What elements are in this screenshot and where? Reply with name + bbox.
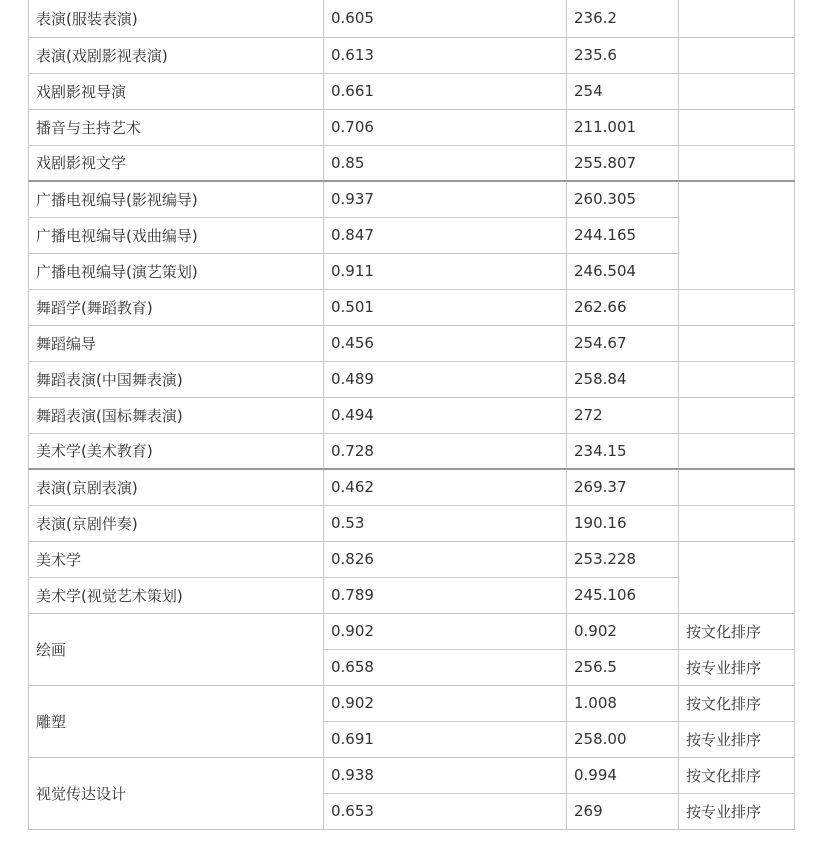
score-cell: 234.15 (567, 433, 679, 469)
major-cell: 舞蹈学(舞蹈教育) (29, 289, 324, 325)
ratio-cell: 0.494 (324, 397, 567, 433)
major-cell: 播音与主持艺术 (29, 109, 324, 145)
score-cell: 245.106 (567, 577, 679, 613)
major-cell: 表演(京剧表演) (29, 469, 324, 505)
major-cell: 戏剧影视文学 (29, 145, 324, 181)
score-cell: 0.994 (567, 757, 679, 793)
table-row (29, 541, 795, 577)
score-cell: 236.2 (567, 0, 679, 37)
score-cell: 255.807 (567, 145, 679, 181)
score-cell: 260.305 (567, 181, 679, 217)
table-row (29, 613, 795, 649)
note-cell: 按专业排序 (679, 721, 795, 757)
note-cell (679, 397, 795, 433)
score-cell: 258.84 (567, 361, 679, 397)
score-cell: 235.6 (567, 37, 679, 73)
major-cell: 舞蹈编导 (29, 325, 324, 361)
score-cell: 254 (567, 73, 679, 109)
note-cell (679, 181, 795, 289)
admission-score-table (28, 0, 795, 830)
ratio-cell: 0.706 (324, 109, 567, 145)
table-row (29, 289, 795, 325)
note-cell (679, 361, 795, 397)
ratio-cell: 0.789 (324, 577, 567, 613)
major-cell: 广播电视编导(戏曲编导) (29, 217, 324, 253)
note-cell: 按专业排序 (679, 649, 795, 685)
table-row (29, 181, 795, 217)
ratio-cell: 0.902 (324, 613, 567, 649)
major-cell: 舞蹈表演(国标舞表演) (29, 397, 324, 433)
note-cell (679, 0, 795, 37)
major-cell: 广播电视编导(演艺策划) (29, 253, 324, 289)
note-cell (679, 289, 795, 325)
table-row (29, 361, 795, 397)
major-cell: 广播电视编导(影视编导) (29, 181, 324, 217)
note-cell (679, 37, 795, 73)
note-cell: 按文化排序 (679, 685, 795, 721)
ratio-cell: 0.911 (324, 253, 567, 289)
score-cell: 246.504 (567, 253, 679, 289)
score-cell: 269 (567, 793, 679, 829)
ratio-cell: 0.456 (324, 325, 567, 361)
table-row (29, 397, 795, 433)
ratio-cell: 0.847 (324, 217, 567, 253)
note-cell (679, 469, 795, 505)
ratio-cell: 0.489 (324, 361, 567, 397)
table-row (29, 37, 795, 73)
major-cell: 表演(戏剧影视表演) (29, 37, 324, 73)
major-cell: 舞蹈表演(中国舞表演) (29, 361, 324, 397)
table-row (29, 325, 795, 361)
note-cell (679, 145, 795, 181)
note-cell (679, 325, 795, 361)
table-row (29, 469, 795, 505)
ratio-cell: 0.501 (324, 289, 567, 325)
note-cell (679, 73, 795, 109)
table-row (29, 433, 795, 469)
note-cell (679, 109, 795, 145)
score-cell: 269.37 (567, 469, 679, 505)
score-cell: 253.228 (567, 541, 679, 577)
table-row (29, 685, 795, 721)
table-row (29, 0, 795, 37)
ratio-cell: 0.53 (324, 505, 567, 541)
table-row (29, 145, 795, 181)
ratio-cell: 0.728 (324, 433, 567, 469)
ratio-cell: 0.85 (324, 145, 567, 181)
note-cell (679, 505, 795, 541)
major-cell: 视觉传达设计 (29, 757, 324, 829)
major-cell: 美术学 (29, 541, 324, 577)
ratio-cell: 0.691 (324, 721, 567, 757)
ratio-cell: 0.605 (324, 0, 567, 37)
score-cell: 244.165 (567, 217, 679, 253)
score-cell: 190.16 (567, 505, 679, 541)
score-cell: 272 (567, 397, 679, 433)
major-cell: 表演(京剧伴奏) (29, 505, 324, 541)
ratio-cell: 0.613 (324, 37, 567, 73)
score-cell: 0.902 (567, 613, 679, 649)
table-row (29, 757, 795, 793)
ratio-cell: 0.661 (324, 73, 567, 109)
note-cell: 按专业排序 (679, 793, 795, 829)
note-cell: 按文化排序 (679, 613, 795, 649)
table-row (29, 505, 795, 541)
ratio-cell: 0.658 (324, 649, 567, 685)
score-cell: 211.001 (567, 109, 679, 145)
note-cell (679, 541, 795, 613)
major-cell: 雕塑 (29, 685, 324, 757)
ratio-cell: 0.826 (324, 541, 567, 577)
score-cell: 262.66 (567, 289, 679, 325)
major-cell: 绘画 (29, 613, 324, 685)
major-cell: 美术学(美术教育) (29, 433, 324, 469)
score-cell: 256.5 (567, 649, 679, 685)
major-cell: 美术学(视觉艺术策划) (29, 577, 324, 613)
major-cell: 戏剧影视导演 (29, 73, 324, 109)
ratio-cell: 0.902 (324, 685, 567, 721)
table-row (29, 109, 795, 145)
ratio-cell: 0.653 (324, 793, 567, 829)
note-cell: 按文化排序 (679, 757, 795, 793)
score-cell: 254.67 (567, 325, 679, 361)
ratio-cell: 0.937 (324, 181, 567, 217)
note-cell (679, 433, 795, 469)
major-cell: 表演(服装表演) (29, 0, 324, 37)
table-row (29, 73, 795, 109)
score-cell: 1.008 (567, 685, 679, 721)
score-cell: 258.00 (567, 721, 679, 757)
ratio-cell: 0.462 (324, 469, 567, 505)
ratio-cell: 0.938 (324, 757, 567, 793)
